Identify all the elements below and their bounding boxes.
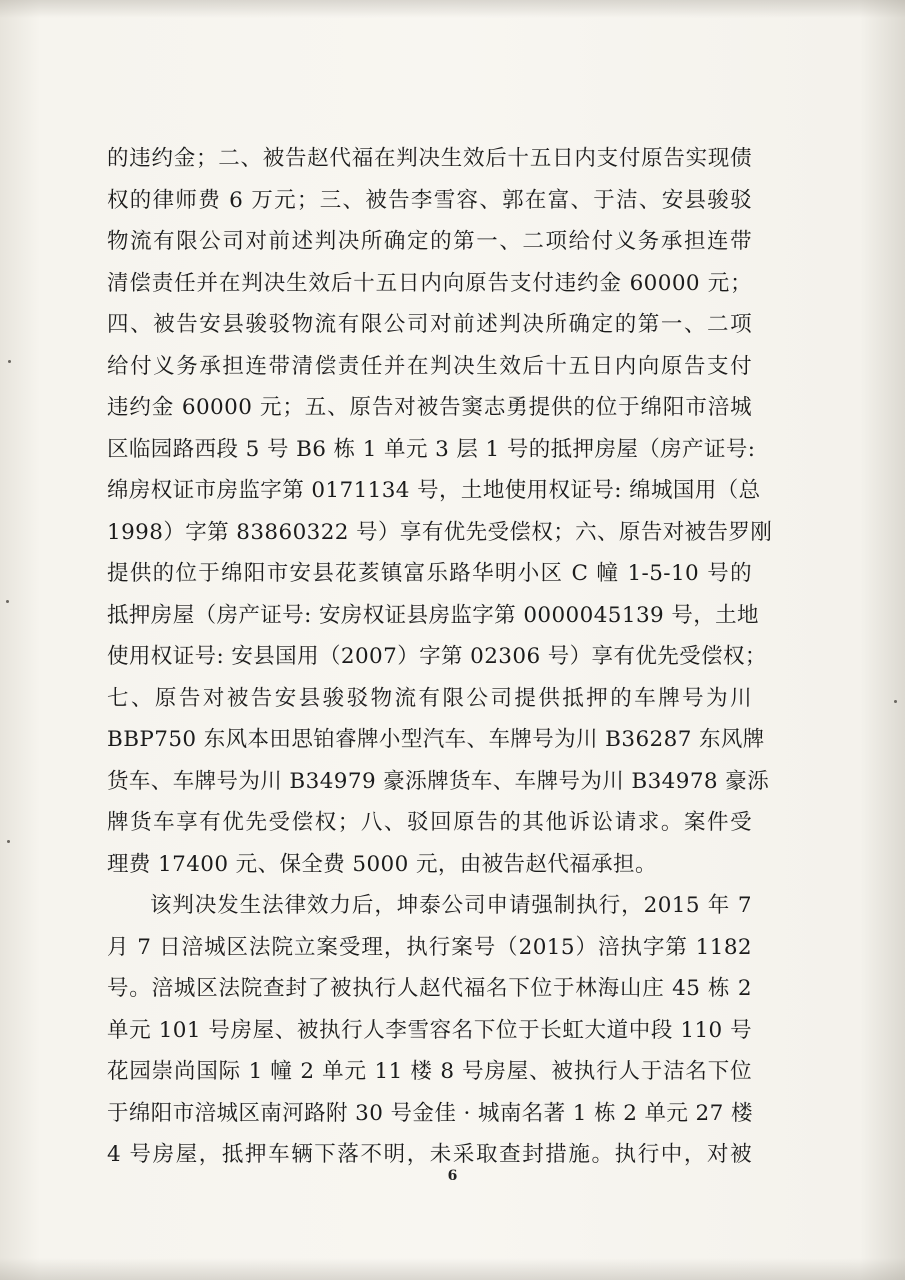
text-line: 物流有限公司对前述判决所确定的第一、二项给付义务承担连带: [107, 229, 752, 254]
text-line: 权的律师费 6 万元；三、被告李雪容、郭在富、于洁、安县骏驳: [107, 187, 752, 213]
scan-edge-mark: [7, 840, 10, 843]
text-line: 货车、车牌号为川 B34979 豪泺牌货车、车牌号为川 B34978 豪泺: [107, 768, 770, 794]
text-line: 花园崇尚国际 1 幢 2 单元 11 楼 8 号房屋、被执行人于洁名下位: [107, 1059, 752, 1084]
text-line: 给付义务承担连带清偿责任并在判决生效后十五日内向原告支付: [107, 353, 752, 379]
text-line: 4 号房屋，抵押车辆下落不明，未采取查封措施。执行中，对被: [107, 1142, 752, 1167]
text-line: 月 7 日涪城区法院立案受理，执行案号（2015）涪执字第 1182: [107, 934, 752, 960]
text-line: 绵房权证市房监字第 0171134 号，土地使用权证号: 绵城国用（总: [107, 478, 761, 503]
judgment-body-text: [107, 138, 773, 1176]
scan-edge-mark: [8, 360, 11, 363]
page-bottom-shadow: [0, 1258, 905, 1280]
text-line: 四、被告安县骏驳物流有限公司对前述判决所确定的第一、二项: [107, 312, 752, 337]
text-line: 单元 101 号房屋、被执行人李雪容名下位于长虹大道中段 110 号: [107, 1017, 752, 1043]
text-line: 1998）字第 83860322 号）享有优先受偿权；六、原告对被告罗刚: [107, 519, 773, 545]
text-line: 牌货车享有优先受偿权；八、驳回原告的其他诉讼请求。案件受: [107, 810, 752, 835]
text-line: 理费 17400 元、保全费 5000 元，由被告赵代福承担。: [107, 851, 657, 877]
scan-edge-mark: [894, 700, 897, 703]
text-line: 区临园路西段 5 号 B6 栋 1 单元 3 层 1 号的抵押房屋（房产证号:: [107, 436, 756, 462]
text-line: 使用权证号: 安县国用（2007）字第 02306 号）享有优先受偿权；: [107, 644, 767, 669]
text-line: 于绵阳市涪城区南河路附 30 号金佳 · 城南名著 1 栋 2 单元 27 楼: [107, 1100, 753, 1126]
page-top-shadow: [0, 0, 905, 18]
paragraph-first-line: 该判决发生法律效力后，坤泰公司申请强制执行，2015 年 7: [150, 893, 752, 918]
text-line: 的违约金；二、被告赵代福在判决生效后十五日内支付原告实现债: [107, 146, 752, 171]
text-line: 清偿责任并在判决生效后十五日内向原告支付违约金 60000 元；: [107, 270, 752, 296]
scan-edge-mark: [6, 600, 9, 603]
text-line: 违约金 60000 元；五、原告对被告窦志勇提供的位于绵阳市涪城: [107, 395, 752, 420]
text-line: 提供的位于绵阳市安县花荄镇富乐路华明小区 C 幢 1-5-10 号的: [107, 561, 752, 586]
text-line: BBP750 东风本田思铂睿牌小型汽车、车牌号为川 B36287 东风牌: [107, 727, 765, 752]
text-line: 号。涪城区法院查封了被执行人赵代福名下位于林海山庄 45 栋 2: [107, 976, 752, 1001]
page-number: 6: [447, 1168, 458, 1184]
text-line: 抵押房屋（房产证号: 安房权证县房监字第 0000045139 号，土地: [107, 602, 759, 628]
text-line: 七、原告对被告安县骏驳物流有限公司提供抵押的车牌号为川: [107, 685, 752, 711]
